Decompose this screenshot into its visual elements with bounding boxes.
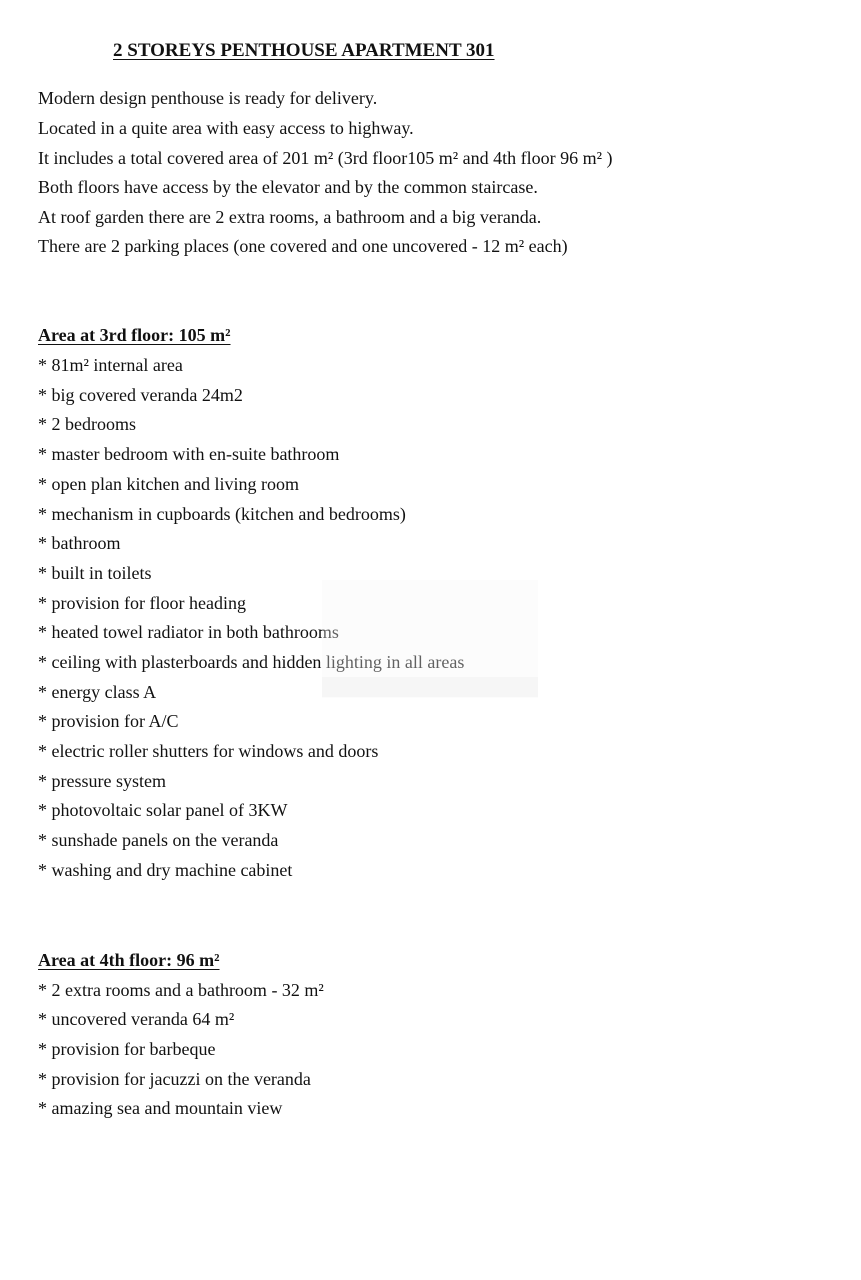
- floor3-item: * big covered veranda 24m2: [38, 385, 243, 405]
- floor3-item: * sunshade panels on the veranda: [38, 830, 279, 850]
- intro-line: Located in a quite area with easy access to highway.: [38, 118, 414, 138]
- floor4-item: * amazing sea and mountain view: [38, 1098, 283, 1118]
- floor3-item: * heated towel radiator in both bathrooms: [38, 622, 339, 642]
- floor3-item: * built in toilets: [38, 563, 152, 583]
- intro-line: At roof garden there are 2 extra rooms, a bathroom and a big veranda.: [38, 207, 542, 227]
- floor3-heading: Area at 3rd floor: 105 m²: [38, 325, 231, 345]
- intro-line: Modern design penthouse is ready for delivery.: [38, 88, 378, 108]
- floor4-item: * provision for jacuzzi on the veranda: [38, 1069, 311, 1089]
- floor3-item: * master bedroom with en-suite bathroom: [38, 444, 340, 464]
- floor3-item: * pressure system: [38, 771, 166, 791]
- floor3-item: * bathroom: [38, 533, 121, 553]
- floor4-heading: Area at 4th floor: 96 m²: [38, 950, 220, 970]
- floor3-item: * provision for floor heading: [38, 593, 246, 613]
- floor3-item: * ceiling with plasterboards and hidden lighting in all areas: [38, 652, 465, 672]
- floor3-item: * 81m² internal area: [38, 355, 183, 375]
- scan-artifact-strip: [322, 677, 538, 697]
- floor3-item: * open plan kitchen and living room: [38, 474, 299, 494]
- floor3-item: * provision for A/C: [38, 711, 179, 731]
- floor4-item: * 2 extra rooms and a bathroom - 32 m²: [38, 980, 324, 1000]
- floor3-item: * 2 bedrooms: [38, 414, 136, 434]
- intro-line: There are 2 parking places (one covered and one uncovered - 12 m² each): [38, 236, 568, 256]
- floor3-item: * energy class A: [38, 682, 157, 702]
- intro-line: Both floors have access by the elevator and by the common staircase.: [38, 177, 538, 197]
- floor3-item: * washing and dry machine cabinet: [38, 860, 293, 880]
- document-title: 2 STOREYS PENTHOUSE APARTMENT 301: [113, 40, 495, 61]
- floor3-item: * electric roller shutters for windows and doors: [38, 741, 379, 761]
- floor3-item: * photovoltaic solar panel of 3KW: [38, 800, 288, 820]
- intro-line: It includes a total covered area of 201 m² (3rd floor105 m² and 4th floor 96 m² ): [38, 148, 613, 168]
- floor3-item: * mechanism in cupboards (kitchen and bedrooms): [38, 504, 406, 524]
- floor4-item: * uncovered veranda 64 m²: [38, 1009, 235, 1029]
- floor4-item: * provision for barbeque: [38, 1039, 216, 1059]
